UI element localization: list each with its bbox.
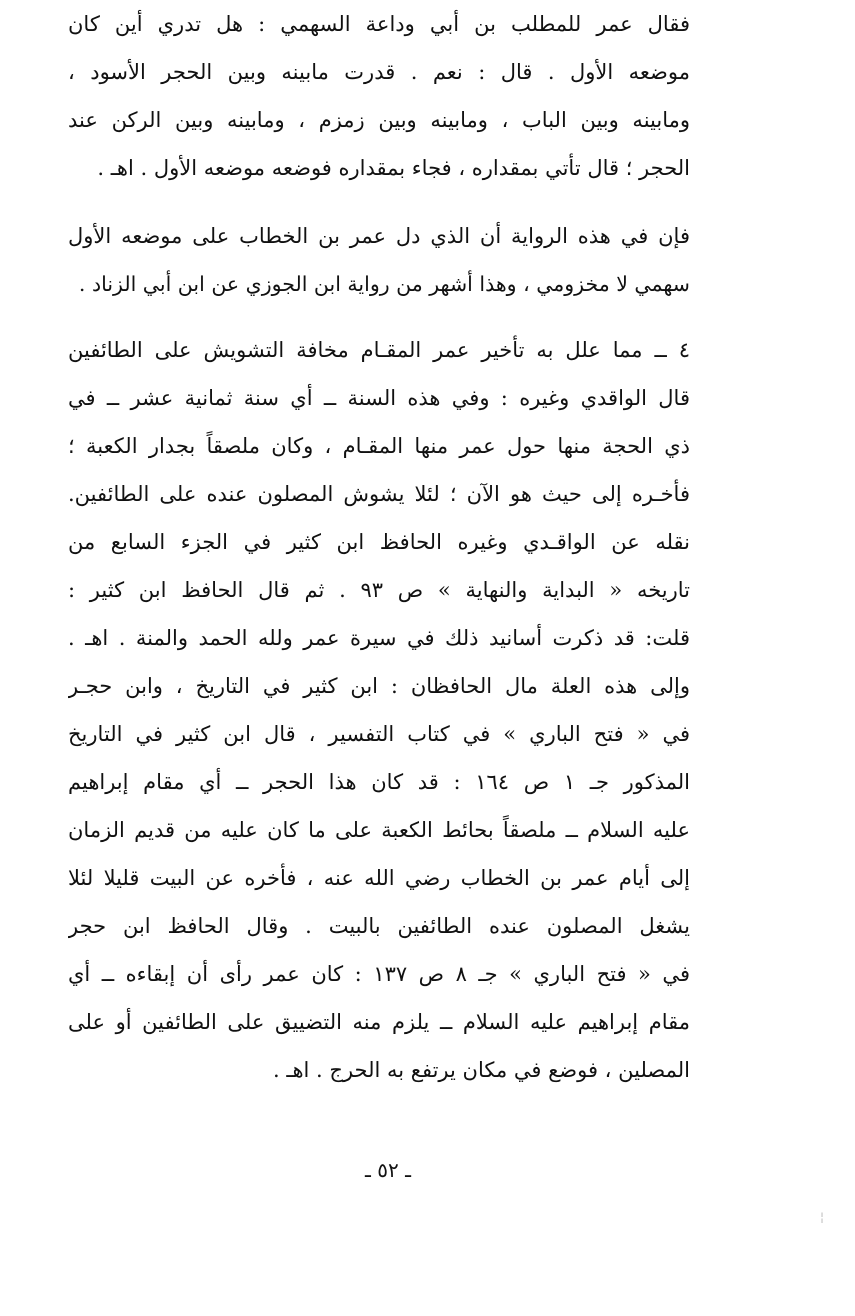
text-line: إلى أيام عمر بن الخطاب رضي الله عنه ، فأخره عن البيت قليلا لئلا [68, 866, 690, 890]
text-line: مقام إبراهيم عليه السلام ــ يلزم منه التضييق على الطائفين أو على [68, 1010, 690, 1034]
text-line: وإلى هذه العلة مال الحافظان : ابن كثير في التاريخ ، وابن حجـر [68, 674, 690, 698]
text-line: في « فتح الباري » جـ ٨ ص ١٣٧ : كان عمر رأى أن إبقاءه ــ أي [68, 962, 690, 986]
text-line: المذكور جـ ١ ص ١٦٤ : قد كان هذا الحجر ــ أي مقام إبراهيم [68, 770, 690, 794]
text-line: موضعه الأول . قال : نعم . قدرت مابينه وبين الحجر الأسود ، [68, 60, 690, 84]
text-line: قال الواقدي وغيره : وفي هذه السنة ــ أي سنة ثمانية عشر ــ في [68, 386, 690, 410]
text-line: يشغل المصلون عنده الطائفين بالبيت . وقال الحافظ ابن حجر [68, 914, 690, 938]
text-line: الحجر ؛ قال تأتي بمقداره ، فجاء بمقداره فوضعه موضعه الأول . اهـ . [97, 156, 690, 180]
paragraph-point-4 [68, 326, 690, 1094]
scan-speck: ¦ [820, 1210, 825, 1224]
text-line: المصلين ، فوضع في مكان يرتفع به الحرج . اهـ . [272, 1058, 690, 1082]
text-line: تاريخه « البداية والنهاية » ص ٩٣ . ثم قال الحافظ ابن كثير : [68, 578, 690, 602]
text-line: فإن في هذه الرواية أن الذي دل عمر بن الخطاب على موضعه الأول [68, 224, 690, 248]
paragraph-commentary [68, 212, 690, 308]
text-line: ٤ ــ مما علل به تأخير عمر المقـام مخافة التشويش على الطائفين [68, 338, 690, 362]
text-line: سهمي لا مخزومي ، وهذا أشهر من رواية ابن الجوزي عن ابن أبي الزناد . [78, 272, 690, 296]
text-line: قلت: قد ذكرت أسانيد ذلك في سيرة عمر ولله الحمد والمنة . اهـ . [68, 626, 690, 650]
text-line: ومابينه وبين الباب ، ومابينه وبين زمزم ، ومابينه وبين الركن عند [68, 108, 690, 132]
text-line: ذي الحجة منها حول عمر منها المقـام ، وكان ملصقاً بجدار الكعبة ؛ [68, 434, 690, 458]
text-line: نقله عن الواقـدي وغيره الحافظ ابن كثير في الجزء السابع من [68, 530, 690, 554]
text-line: فأخـره إلى حيث هو الآن ؛ لئلا يشوش المصلون عنده على الطائفين. [68, 482, 690, 506]
paragraph-quote-continuation [68, 0, 690, 192]
page-number: ـ ٥٢ ـ [365, 1158, 411, 1182]
text-line: في « فتح الباري » في كتاب التفسير ، قال ابن كثير في التاريخ [68, 722, 690, 746]
text-line: عليه السلام ــ ملصقاً بحائط الكعبة على ما كان عليه من قديم الزمان [68, 818, 690, 842]
text-line: فقال عمر للمطلب بن أبي وداعة السهمي : هل تدري أين كان [68, 12, 690, 36]
